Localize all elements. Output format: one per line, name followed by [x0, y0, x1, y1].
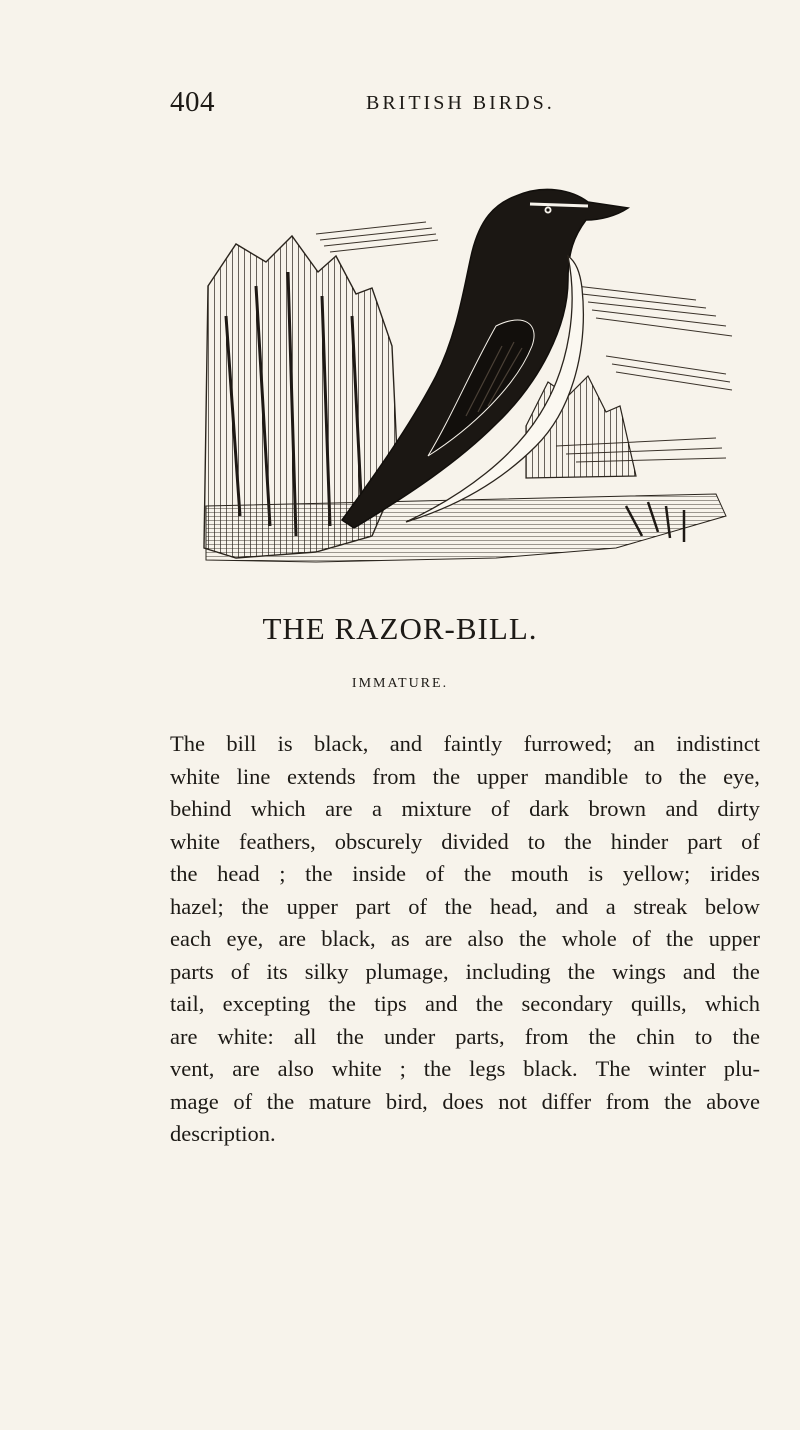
razor-bill-engraving [196, 176, 736, 568]
description-word: the [241, 893, 269, 919]
description-word: including [465, 958, 551, 984]
description-word: from [372, 763, 417, 789]
description-word: black. [523, 1056, 578, 1081]
description-word: line [236, 763, 271, 789]
description-word: vent, [170, 1056, 215, 1081]
description-word: which [250, 796, 306, 821]
description-word: chin [636, 1023, 675, 1049]
description-word: are [424, 926, 453, 951]
description-word: irides [709, 861, 760, 886]
description-word: black, [321, 926, 376, 951]
description-word: quills, [631, 991, 687, 1016]
description-word: are [170, 1023, 198, 1049]
description-line [170, 988, 760, 1021]
running-title: BRITISH BIRDS. [366, 92, 555, 114]
description-word: below [704, 893, 760, 919]
description-line [170, 858, 760, 891]
description-word: and [682, 958, 716, 984]
description-word: does [442, 1088, 484, 1114]
description-word: wings [612, 958, 666, 984]
description-word: the [432, 763, 461, 789]
description-word: dark [529, 796, 570, 821]
description-word: differ [541, 1088, 592, 1114]
description-word: inside [352, 861, 406, 886]
description-word: upper [286, 893, 338, 919]
description-line [170, 761, 760, 794]
description-word: The [170, 731, 205, 756]
description-word: the [463, 861, 492, 886]
page-number: 404 [170, 86, 215, 118]
description-word: to [527, 828, 546, 854]
description-word: from [524, 1023, 569, 1049]
description-word: the [444, 893, 473, 919]
description-word: and [555, 893, 589, 919]
description-line [170, 1021, 760, 1054]
description-word: secondary [521, 991, 613, 1016]
description-word: the [732, 1023, 760, 1049]
description-word: the [328, 991, 356, 1016]
description-word: mixture [401, 796, 472, 821]
description-word: is [277, 731, 293, 756]
description-word: black, [314, 731, 369, 756]
running-head [170, 86, 640, 120]
bird-illustration [196, 176, 736, 568]
description-word: eye, [723, 763, 760, 789]
description-word: under [383, 1023, 436, 1049]
description-word: parts [170, 958, 214, 984]
description-word: white [170, 828, 220, 854]
description-word: the [665, 926, 694, 951]
description-word: dirty [717, 796, 760, 821]
description-word: of [230, 958, 250, 984]
description-word: part [687, 828, 723, 854]
description-word: bill [226, 731, 257, 756]
description-word: the [266, 1088, 295, 1114]
description-word: of [490, 796, 510, 821]
description-line [170, 923, 760, 956]
description-line: description. [170, 1121, 276, 1146]
description-word: the [475, 991, 504, 1016]
description-word: part [355, 893, 391, 919]
description-word: mage [170, 1088, 219, 1114]
description-line [170, 956, 760, 989]
description-word: yellow; [622, 861, 691, 886]
description-word: mature [308, 1088, 372, 1114]
ground [206, 494, 726, 562]
description-word: silky [304, 958, 349, 984]
description-word: as [390, 926, 410, 951]
description-word: ; [399, 1056, 406, 1081]
description-line [170, 728, 760, 761]
description-word: bird, [385, 1088, 428, 1114]
description-word: of [631, 926, 651, 951]
description-word: are [278, 926, 307, 951]
description-word: behind [170, 796, 232, 821]
description-word: divided [441, 828, 509, 854]
description-word: to [694, 1023, 713, 1049]
description-word: white: [217, 1023, 274, 1049]
description-word: the [423, 1056, 452, 1081]
description-word: the [519, 926, 547, 951]
description-word: the [664, 1088, 692, 1114]
description-word: mandible [544, 763, 629, 789]
description-word: each [170, 926, 212, 951]
description-word: white [331, 1056, 382, 1081]
plate-subtitle: IMMATURE. [351, 676, 449, 691]
description-paragraph [170, 728, 760, 1151]
description-word: the [305, 861, 333, 886]
description-line [170, 891, 760, 924]
description-word: the [588, 1023, 617, 1049]
description-word: the [567, 958, 596, 984]
description-word: brown [588, 796, 646, 821]
description-word: from [605, 1088, 650, 1114]
description-word: an [633, 731, 655, 756]
description-word: are [325, 796, 353, 821]
description-word: a [605, 893, 616, 919]
description-word: excepting [222, 991, 311, 1016]
description-word: hinder [610, 828, 669, 854]
description-word: and [424, 991, 458, 1016]
description-word: obscurely [334, 828, 423, 854]
description-word: head [217, 861, 260, 886]
description-word: faintly [443, 731, 503, 756]
description-word: which [704, 991, 760, 1016]
description-word: tail, [170, 991, 205, 1016]
description-word: ; [279, 861, 286, 886]
description-word: whole [561, 926, 617, 951]
description-word: legs [469, 1056, 506, 1081]
description-word: tips [374, 991, 407, 1016]
description-word: plu- [723, 1056, 760, 1081]
description-word: the [732, 958, 760, 984]
description-word: parts, [455, 1023, 505, 1049]
description-word: is [588, 861, 604, 886]
description-word: furrowed; [523, 731, 613, 756]
description-word: feathers, [238, 828, 316, 854]
description-line [170, 1053, 760, 1086]
description-word: the [336, 1023, 364, 1049]
description-word: of [425, 861, 445, 886]
description-word: the [564, 828, 592, 854]
description-word: and [389, 731, 423, 756]
description-word: eye, [226, 926, 264, 951]
description-word: of [741, 828, 760, 854]
description-line [170, 826, 760, 859]
description-line [170, 1086, 760, 1119]
description-word: The [595, 1056, 631, 1081]
description-line [170, 793, 760, 826]
description-word: hazel; [170, 893, 224, 919]
description-word: extends [286, 763, 356, 789]
description-word: of [233, 1088, 253, 1114]
description-word: head, [489, 893, 538, 919]
description-word: also [467, 926, 504, 951]
description-word: also [277, 1056, 314, 1081]
description-word: winter [648, 1056, 706, 1081]
description-word: plumage, [365, 958, 449, 984]
description-word: are [232, 1056, 260, 1081]
description-word: the [170, 861, 198, 886]
description-word: its [266, 958, 288, 984]
description-word: mouth [511, 861, 569, 886]
description-word: above [706, 1088, 760, 1114]
description-word: of [408, 893, 427, 919]
description-word: to [644, 763, 663, 789]
description-word: and [665, 796, 698, 821]
description-word: upper [708, 926, 760, 951]
description-word: indistinct [676, 731, 760, 756]
description-word: upper [476, 763, 528, 789]
plate-title: THE RAZOR-BILL. [262, 611, 538, 646]
description-word: all [293, 1023, 317, 1049]
description-word: a [372, 796, 383, 821]
description-word: streak [633, 893, 688, 919]
description-word: not [498, 1088, 527, 1114]
description-word: the [678, 763, 707, 789]
description-word: white [170, 763, 220, 789]
